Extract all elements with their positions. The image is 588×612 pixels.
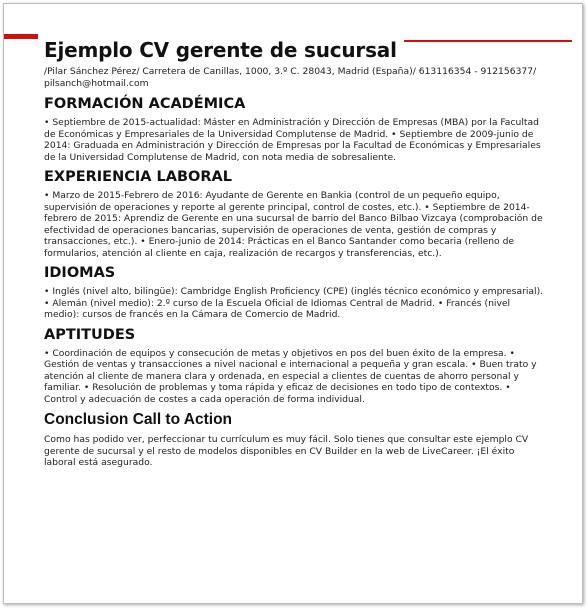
section-heading-languages: IDIOMAS	[44, 265, 116, 281]
section-heading-experience: EXPERIENCIA LABORAL	[44, 169, 232, 185]
cv-page	[3, 3, 583, 604]
cv-content	[44, 38, 544, 473]
section-text-languages: • Inglés (nivel alto, bilingüe): Cambridge English Proficiency (CPE) (inglés técnico económico y empresarial). • Alemán (nivel medio): 2.º curso de la Escuela Oficial de Idiomas Central de Madrid. • Francés (nivel medio): cursos de francés en la Cámara de Comercio de Madrid.	[44, 286, 544, 320]
section-text-experience: • Marzo de 2015-Febrero de 2016: Ayudante de Gerente en Bankia (control de un pequeño equipo, supervisión de operaciones y reporte al gerente principal, control de costes, etc.). • Septiembre de 2014-febrero de 2015: Aprendiz de Gerente en una sucursal de barrio del Banco Bilbao Vizcaya (comprobación de efectividad de operaciones bancarias, supervisión de operaciones de venta, gestión de compras y transacciones, etc.). • Enero-junio de 2014: Prácticas en el Banco Santander como becaria (relleno de formularios, atención al cliente en caja, realización de recargos y transferencias, etc.).	[44, 190, 543, 259]
page-title: Ejemplo CV gerente de sucursal	[44, 38, 397, 62]
section-text-education: • Septiembre de 2015-actualidad: Máster en Administración y Dirección de Empresas (MBA) por la Facultad de Económicas y Empresariales de la Universidad Complutense de Madrid. • Septiembre de 2009-junio de 2014: Graduada en Administración y Dirección de Empresas por la Facultad de Económicas y Empresariales de la Universidad Complutense de Madrid, con nota media de sobresaliente.	[44, 117, 541, 163]
accent-bar	[4, 34, 38, 39]
section-text-skills: • Coordinación de equipos y consecución de metas y objetivos en pos del buen éxito de la empresa. • Gestión de ventas y transacciones a nivel nacional e internacional a pequeña y gran escala. • Buen trato y atención al cliente de manera clara y ordenada, en especial a clientes de cuentas de ahorro personal y familiar. • Resolución de problemas y toma rápida y eficaz de decisiones en todo tipo de contextos. • Control y adecuación de costes a cada operación de forma individual.	[44, 347, 537, 405]
section-heading-conclusion: Conclusion Call to Action	[44, 411, 233, 428]
section-heading-skills: APTITUDES	[44, 326, 136, 343]
contact-info: /Pilar Sánchez Pérez/ Carretera de Canillas, 1000, 3.º C. 28043, Madrid (España)/ 613116354 - 912156377/ pilsanch@hotmail.com	[44, 66, 537, 89]
section-text-conclusion: Como has podido ver, perfeccionar tu currículum es muy fácil. Solo tienes que consultar este ejemplo CV gerente de sucursal y el resto de modelos disponibles en CV Builder en la web de LiveCareer. ¡El éxito laboral está asegurado.	[44, 434, 529, 468]
section-heading-education: FORMACIÓN ACADÉMICA	[44, 96, 246, 112]
